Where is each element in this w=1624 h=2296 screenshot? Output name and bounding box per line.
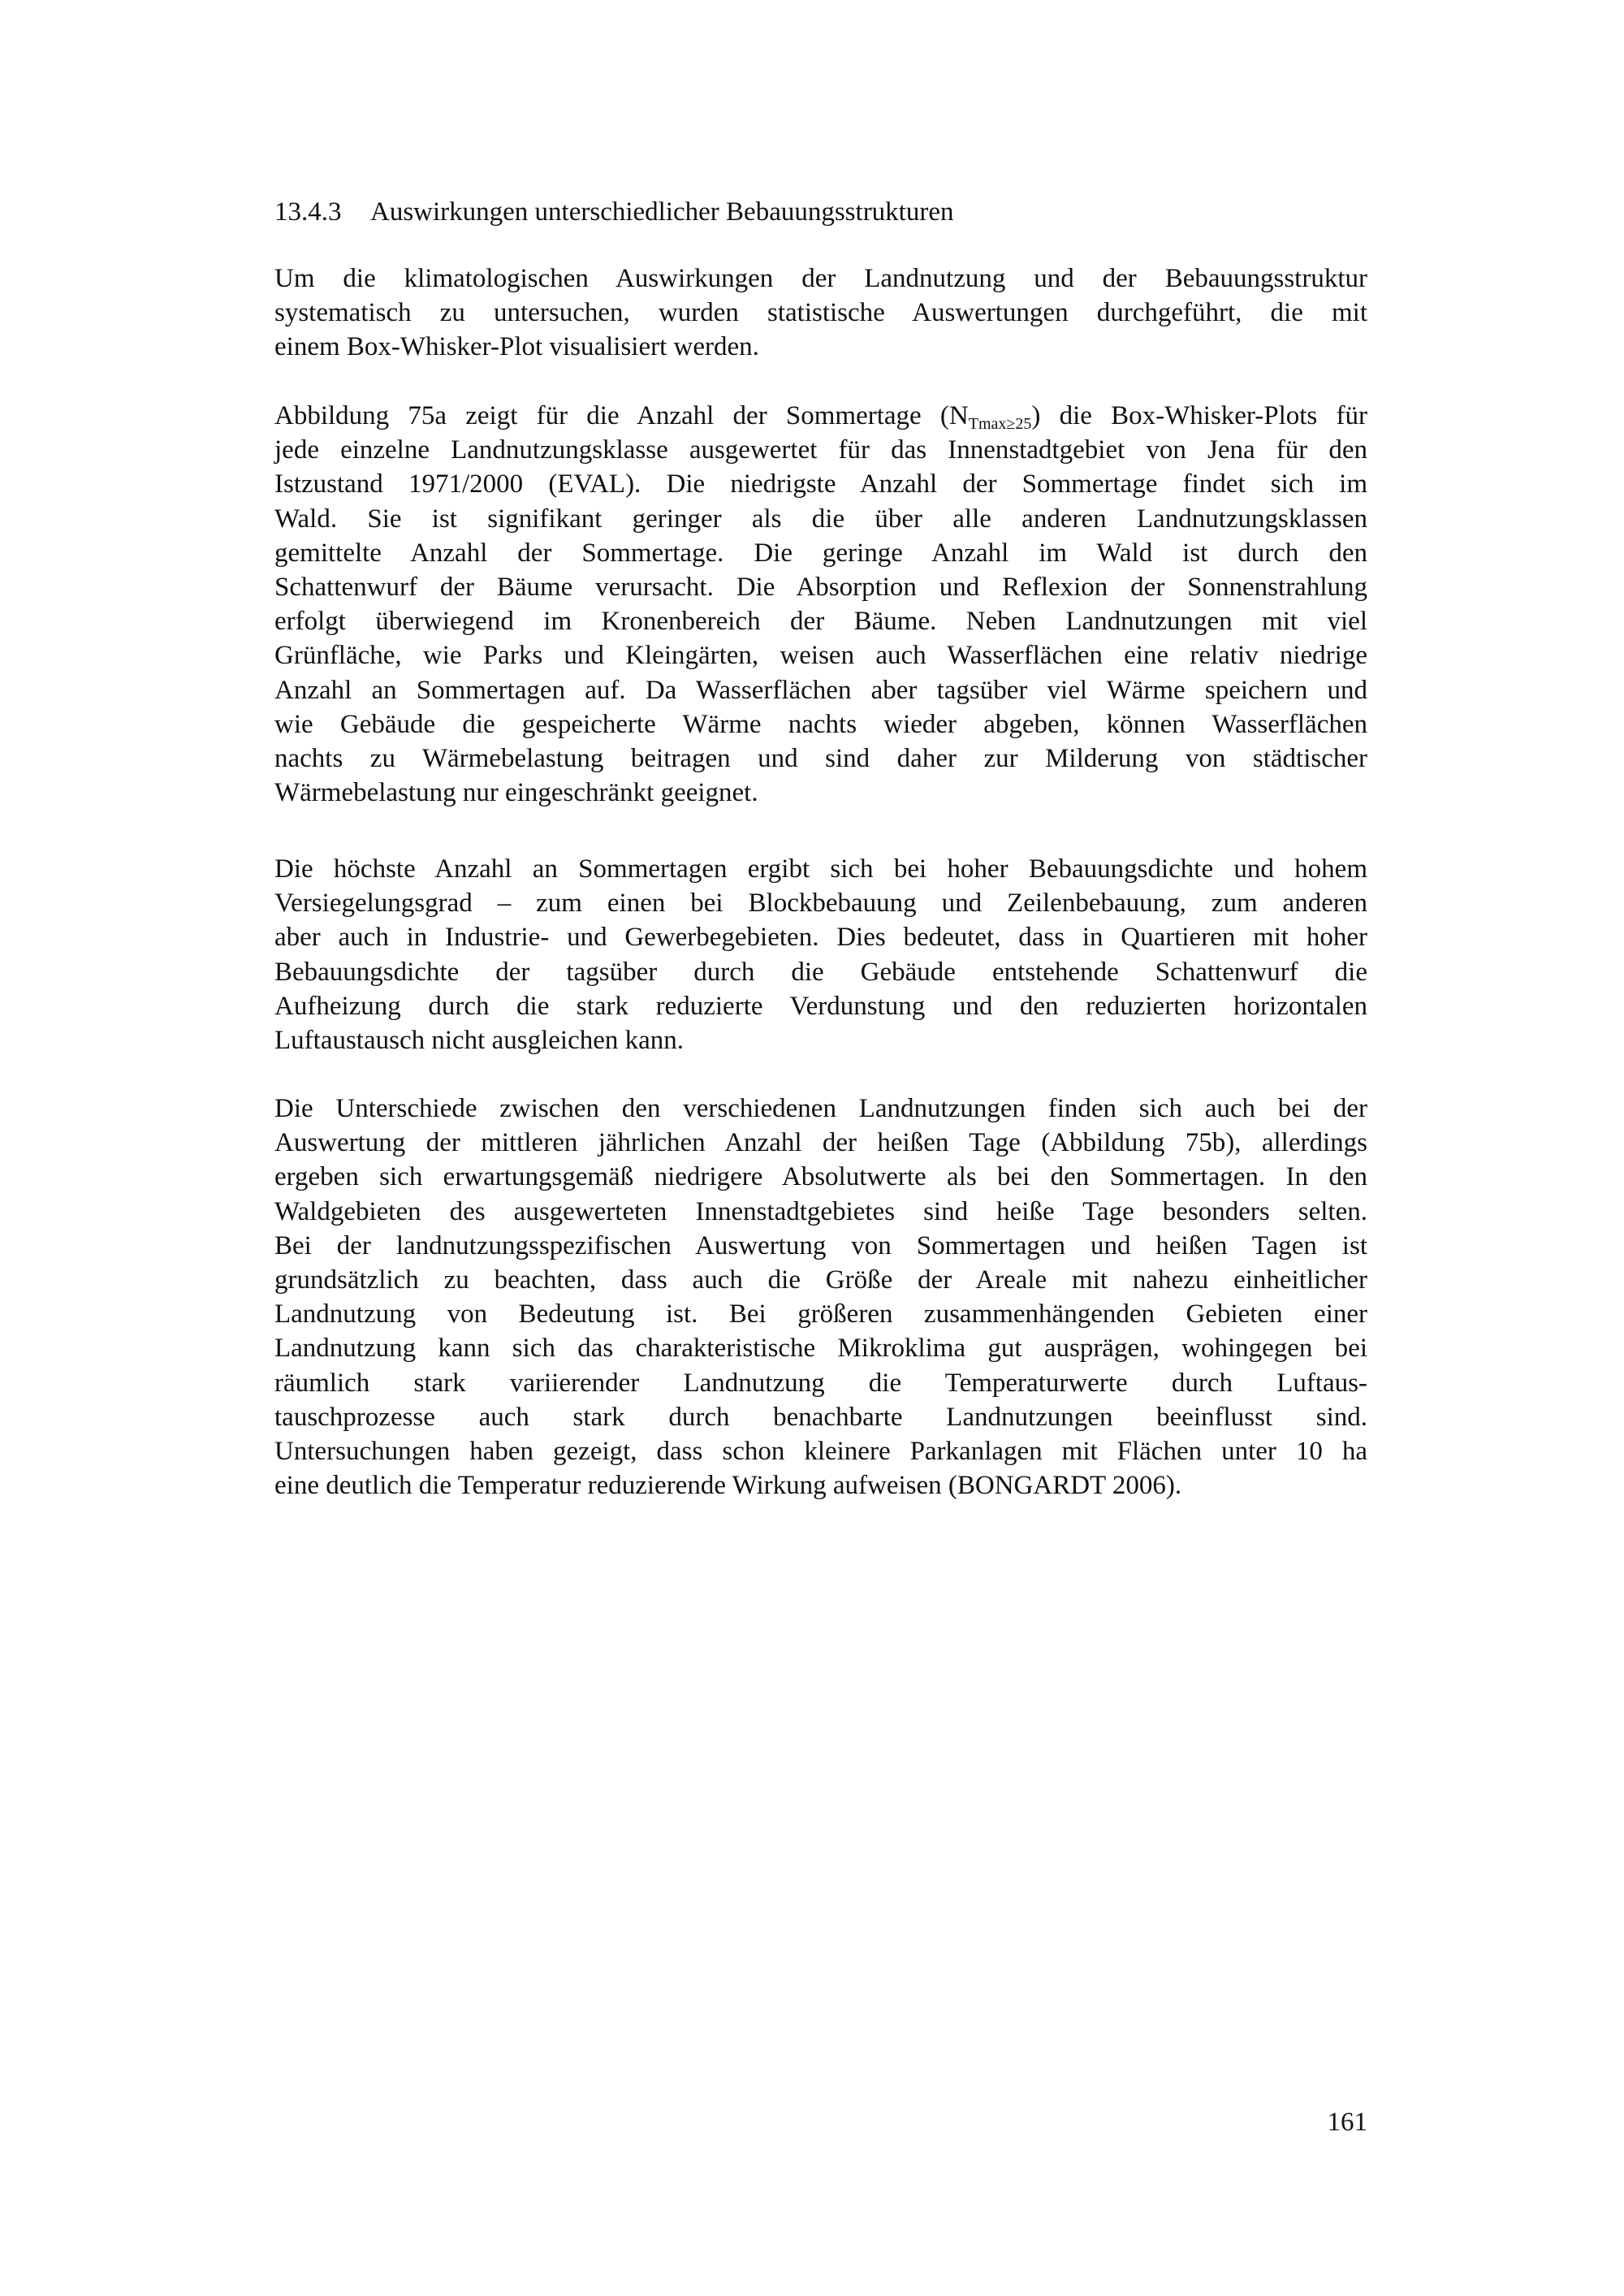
text-line: Grünfläche, wie Parks und Kleingärten, weisen auch Wasserflächen eine relativ niedrige bbox=[274, 641, 1367, 671]
paragraph-1 bbox=[274, 262, 1367, 365]
paragraph-2 bbox=[274, 399, 1367, 810]
text-line: Schattenwurf der Bäume verursacht. Die Absorption und Reflexion der Sonnenstrahlung bbox=[274, 573, 1367, 603]
text-line: eine deutlich die Temperatur reduzierende Wirkung aufweisen (BONGARDT 2006). bbox=[274, 1471, 1182, 1501]
text-line: Waldgebieten des ausgewerteten Innenstadtgebietes sind heiße Tage besonders selten. bbox=[274, 1196, 1367, 1226]
text-line: nachts zu Wärmebelastung beitragen und sind daher zur Milderung von städtischer bbox=[274, 744, 1367, 774]
text-line: Landnutzung von Bedeutung ist. Bei größeren zusammenhängenden Gebieten einer bbox=[274, 1299, 1367, 1330]
text-line: ergeben sich erwartungsgemäß niedrigere Absolutwerte als bei den Sommertagen. In den bbox=[274, 1162, 1367, 1192]
paragraph-3 bbox=[274, 852, 1367, 1057]
text-line: Wald. Sie ist signifikant geringer als die über alle anderen Landnutzungsklassen bbox=[274, 504, 1367, 534]
text-segment: Abbildung 75a zeigt für die Anzahl der Sommertage (N bbox=[274, 401, 969, 430]
text-line: Landnutzung kann sich das charakteristische Mikroklima gut ausprägen, wohingegen bei bbox=[274, 1334, 1367, 1364]
section-heading bbox=[274, 195, 954, 229]
text-line: Die Unterschiede zwischen den verschiedenen Landnutzungen finden sich auch bei der bbox=[274, 1094, 1367, 1123]
text-line: Anzahl an Sommertagen auf. Da Wasserflächen aber tagsüber viel Wärme speichern und bbox=[274, 675, 1367, 705]
text-line: wie Gebäude die gespeicherte Wärme nachts wieder abgeben, können Wasserflächen bbox=[274, 709, 1367, 739]
text-line: systematisch zu untersuchen, wurden statistische Auswertungen durchgeführt, die mit bbox=[274, 298, 1367, 328]
text-line: Versiegelungsgrad – zum einen bei Blockbebauung und Zeilenbebauung, zum anderen bbox=[274, 889, 1367, 919]
text-line: räumlich stark variierender Landnutzung die Temperaturwerte durch Luftaus- bbox=[274, 1368, 1367, 1398]
text-line: Die höchste Anzahl an Sommertagen ergibt sich bei hoher Bebauungsdichte und hohem bbox=[274, 854, 1367, 884]
page-number: 161 bbox=[1327, 2108, 1367, 2137]
text-line bbox=[274, 399, 1367, 433]
text-line: Bebauungsdichte der tagsüber durch die Gebäude entstehende Schattenwurf die bbox=[274, 957, 1367, 987]
text-line: gemittelte Anzahl der Sommertage. Die geringe Anzahl im Wald ist durch den bbox=[274, 538, 1367, 568]
text-segment: ) die Box-Whisker-Plots für bbox=[1031, 401, 1367, 430]
text-line: tauschprozesse auch stark durch benachbarte Landnutzungen beeinflusst sind. bbox=[274, 1402, 1367, 1432]
text-line: Um die klimatologischen Auswirkungen der Landnutzung und der Bebauungsstruktur bbox=[274, 264, 1367, 293]
subscript-tmax: Tmax≥25 bbox=[968, 415, 1032, 433]
text-line: erfolgt überwiegend im Kronenbereich der Bäume. Neben Landnutzungen mit viel bbox=[274, 607, 1367, 637]
text-line: jede einzelne Landnutzungsklasse ausgewertet für das Innenstadtgebiet von Jena für den bbox=[274, 435, 1367, 465]
text-line: Wärmebelastung nur eingeschränkt geeignet. bbox=[274, 778, 758, 808]
text-line: einem Box-Whisker-Plot visualisiert werden. bbox=[274, 332, 759, 362]
section-number: 13.4.3 bbox=[274, 197, 342, 227]
text-line: Aufheizung durch die stark reduzierte Verdunstung und den reduzierten horizontalen bbox=[274, 991, 1367, 1021]
text-line: Untersuchungen haben gezeigt, dass schon kleinere Parkanlagen mit Flächen unter 10 ha bbox=[274, 1437, 1367, 1467]
text-line: aber auch in Industrie- und Gewerbegebieten. Dies bedeutet, dass in Quartieren mit hoher bbox=[274, 923, 1367, 953]
text-line: Bei der landnutzungsspezifischen Auswertung von Sommertagen und heißen Tagen ist bbox=[274, 1230, 1367, 1260]
text-line: grundsätzlich zu beachten, dass auch die Größe der Areale mit nahezu einheitlicher bbox=[274, 1265, 1367, 1295]
text-line: Luftaustausch nicht ausgleichen kann. bbox=[274, 1026, 685, 1056]
text-line: Istzustand 1971/2000 (EVAL). Die niedrigste Anzahl der Sommertage findet sich im bbox=[274, 469, 1367, 499]
text-line: Auswertung der mittleren jährlichen Anzahl der heißen Tage (Abbildung 75b), allerdings bbox=[274, 1128, 1367, 1158]
paragraph-4 bbox=[274, 1092, 1367, 1503]
section-title: Auswirkungen unterschiedlicher Bebauungsstrukturen bbox=[370, 197, 954, 227]
